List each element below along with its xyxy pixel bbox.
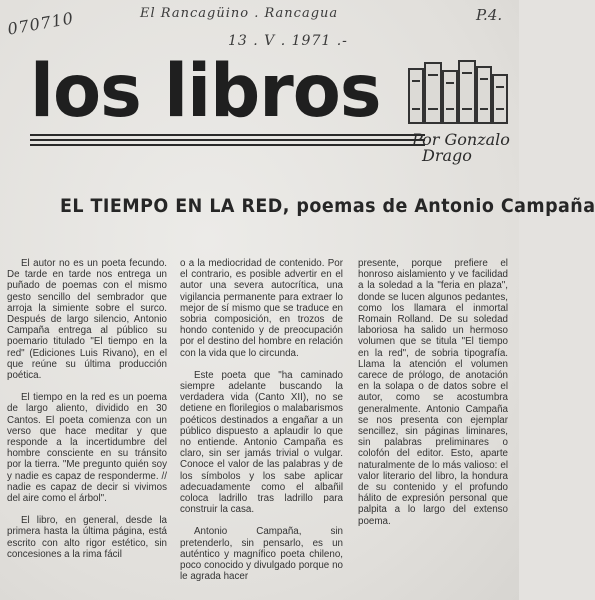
paragraph: Este poeta que "ha caminado siempre adelante buscando la verdadera vida (Canto XII), no se detiene en florilegios o malabarismos poéticos destinados a engañar a un público dispuesto a aplaudir lo que no entiende. Antonio Campaña es claro, sin ser jamás trivial o vulgar. Conoce el valor de las palabras y de los símbolos y los sabe aplicar adecuadamente como el albañil coloca ladrillo tras ladrillo para construir la casa. (180, 369, 343, 516)
handwritten-page-number: P.4. (476, 6, 503, 24)
article-title: EL TIEMPO EN LA RED, poemas de Antonio Campaña (60, 195, 595, 217)
header-rule (30, 134, 425, 136)
section-header (30, 47, 510, 180)
handwritten-date: 13 . V . 1971 .- (228, 33, 348, 49)
paragraph: El autor no es un poeta fecundo. De tarde en tarde nos entrega un puñado de poemas con el mismo gesto sencillo del sembrador que arroja la simiente sobre el surco. Después de largo silencio, Antonio Campaña entrega al público su poemario titulado "El tiempo en la red" (Ediciones Luis Rivano), en el que reúne su última producción poética. (7, 258, 167, 382)
header-rule (30, 144, 425, 146)
byline-por: Por Gonzalo (412, 130, 510, 149)
article-column-2 (180, 258, 343, 593)
section-title: los libros (30, 47, 381, 135)
header-rule (30, 139, 425, 141)
byline-author: Drago (422, 146, 472, 165)
article-column-1 (7, 258, 167, 571)
paragraph: o a la mediocridad de contenido. Por el contrario, es posible advertir en el autor una severa autocrítica, una vigilancia permanente para extraer lo mejor de sí mismo que se traduce en sobria composición, en trozos de hondo contenido y de preocupación por el destino del hombre en relación con la vida que lo circunda. (180, 258, 343, 359)
archive-number: 070710 (6, 8, 76, 39)
paragraph: presente, porque prefiere el honroso aislamiento y ve facilidad a la soledad a la "feria en plaza", donde se lucen algunos pedantes, como los llamara el inmortal Romain Rolland. De su soledad laboriosa ha salido un hermoso volumen que se titula "El tiempo en la red", de sobria tipografía. Llama la atención el volumen carece de prólogo, de anotación en la solapa o de datos sobre el autor, como se acostumbra generalmente. Antonio Campaña se nos presenta con ejemplar sencillez, sin páginas liminares, sin palabras preliminares o colofón del editor. Esto, aparte naturalmente de lo más valioso: el valor literario del libro, la hondura de su contenido y el profundo hálito de expresión personal que palpita a lo largo del extenso poema. (358, 258, 508, 527)
article-column-3 (358, 258, 508, 538)
paragraph: El tiempo en la red es un poema de largo aliento, dividido en 30 Cantos. El poeta comienza con un verso que hace meditar y que responde a la incertidumbre del hombre consciente en su tránsito por la tierra. "Me pregunto quién soy y nadie es capaz de responderme. // nadie es capaz de decir si vivimos del aire como el árbol". (7, 392, 167, 505)
books-illustration-icon (408, 62, 508, 124)
paragraph: Antonio Campaña, sin pretenderlo, sin pensarlo, es un auténtico y magnífico poeta chileno, poco conocido y divulgado porque no le agrada hacer (180, 526, 343, 583)
paragraph: El libro, en general, desde la primera hasta la última página, está escrito con alto rigor estético, sin concesiones a la rima fácil (7, 515, 167, 560)
handwritten-source: El Rancagüino . Rancagua (140, 6, 339, 21)
